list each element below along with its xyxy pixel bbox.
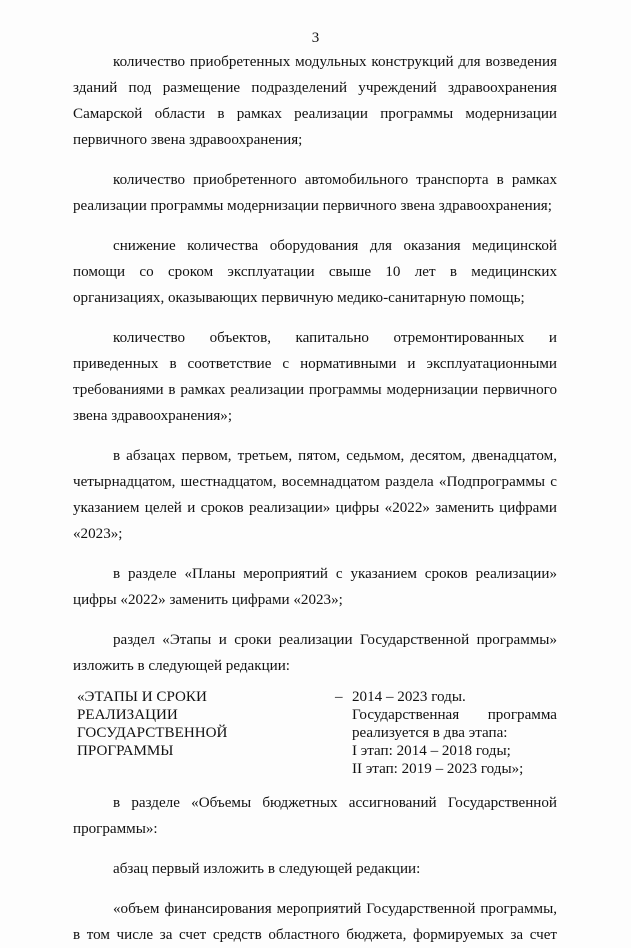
paragraph-action-plans: в разделе «Планы мероприятий с указанием сроков реализации» цифры «2022» заменить цифрами «2023»;	[73, 566, 557, 608]
paragraph-equipment: снижение количества оборудования для оказания медицинской помощи со сроком эксплуатации свыше 10 лет в медицинских организациях, оказывающих первичную медико-санитарную помощь;	[73, 238, 557, 306]
document-body	[73, 49, 557, 948]
definition-value-word: программа	[487, 707, 557, 723]
paragraph-stages-section: раздел «Этапы и сроки реализации Государственной программы» изложить в следующей редакции:	[73, 632, 557, 674]
definition-value-line: I этап: 2014 – 2018 годы;	[352, 743, 511, 759]
definition-value-word: Государственная	[352, 707, 460, 723]
definition-dash: –	[335, 689, 343, 705]
paragraph-vehicles: количество приобретенного автомобильного транспорта в рамках реализации программы модернизации первичного звена здравоохранения;	[73, 172, 557, 214]
definition-value-line	[352, 706, 557, 724]
definition-term-line: РЕАЛИЗАЦИИ	[77, 707, 178, 723]
definition-value-line: реализуется в два этапа:	[352, 725, 508, 741]
definition-term	[77, 688, 267, 760]
paragraph-repaired-objects: количество объектов, капитально отремонтированных и приведенных в соответствие с нормативными и эксплуатационными требованиями в рамках реализации программы модернизации первичного звена здравоохранения»;	[73, 330, 557, 424]
paragraph-first-abzac: абзац первый изложить в следующей редакции:	[113, 861, 421, 877]
stages-definition-block	[73, 688, 557, 776]
definition-value-line: II этап: 2019 – 2023 годы»;	[352, 761, 524, 777]
definition-value	[335, 688, 557, 778]
paragraph-budget-section: в разделе «Объемы бюджетных ассигнований Государственной программы»:	[73, 795, 557, 837]
paragraph-subprograms-years: в абзацах первом, третьем, пятом, седьмом, десятом, двенадцатом, четырнадцатом, шестнадцатом, восемнадцатом раздела «Подпрограммы с указанием целей и сроков реализации» цифры «2022» заменить цифрами «2023»;	[73, 448, 557, 542]
definition-term-line: «ЭТАПЫ И СРОКИ	[77, 689, 207, 705]
definition-term-line: ПРОГРАММЫ	[77, 743, 174, 759]
definition-value-line: 2014 – 2023 годы.	[352, 689, 466, 705]
paragraph-financing-volume: «объем финансирования мероприятий Государственной программы, в том числе за счет средств областного бюджета, формируемых за счет	[73, 901, 557, 943]
paragraph-modular-constructions: количество приобретенных модульных конструкций для возведения зданий под размещение подразделений учреждений здравоохранения Самарской области в рамках реализации программы модернизации первичного звена здравоохранения;	[73, 54, 557, 148]
definition-term-line: ГОСУДАРСТВЕННОЙ	[77, 725, 228, 741]
page-number: 3	[311, 30, 320, 46]
